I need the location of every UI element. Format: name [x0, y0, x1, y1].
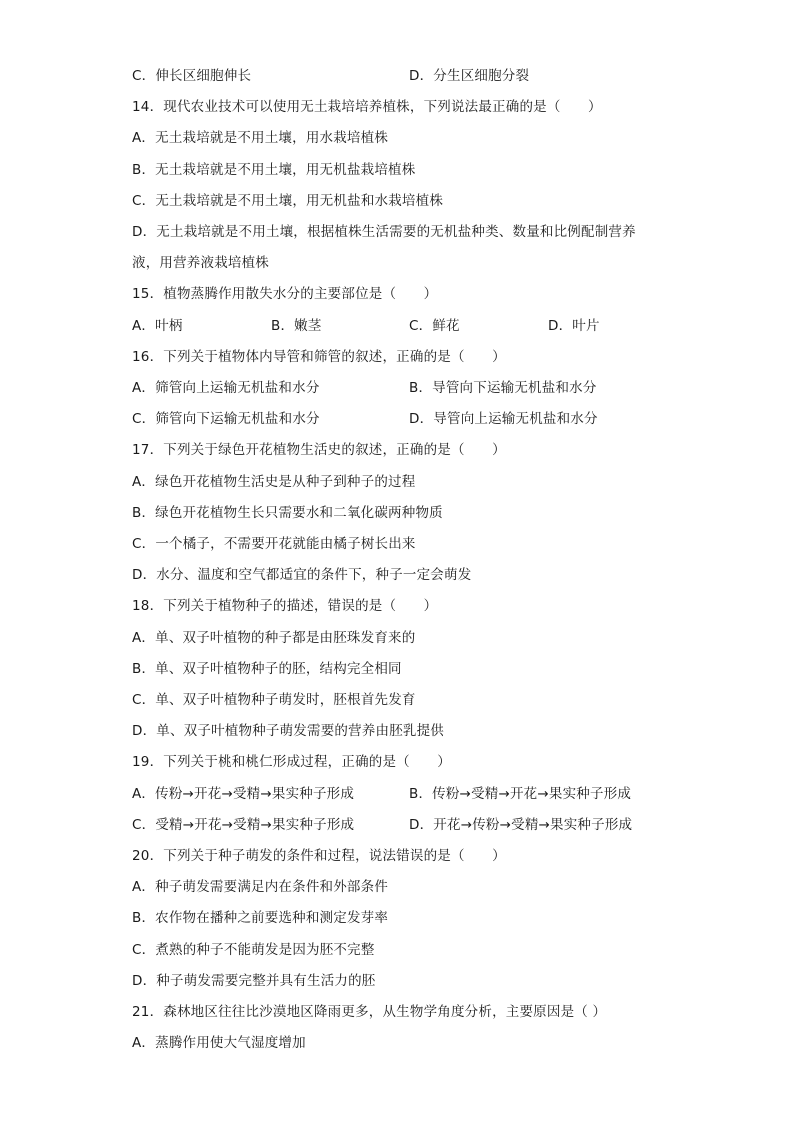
text-line: C．煮熟的种子不能萌发是因为胚不完整 — [132, 942, 375, 958]
text-line: D．单、双子叶植物种子萌发需要的营养由胚乳提供 — [132, 723, 444, 739]
text-line: A．无土栽培就是不用土壤，用水栽培植株 — [132, 130, 389, 146]
text-line: 19．下列关于桃和桃仁形成过程，正确的是（ ） — [132, 754, 451, 770]
option-item: D．分生区细胞分裂 — [409, 68, 530, 84]
option-item: D．叶片 — [548, 318, 600, 334]
text-line: A．单、双子叶植物的种子都是由胚珠发育来的 — [132, 630, 416, 646]
text-line: A．绿色开花植物生活史是从种子到种子的过程 — [132, 474, 416, 490]
text-line: 17．下列关于绿色开花植物生活史的叙述，正确的是（ ） — [132, 442, 506, 458]
option-item: D．导管向上运输无机盐和水分 — [409, 411, 598, 427]
option-item: A．筛管向上运输无机盐和水分 — [132, 380, 320, 396]
text-line: 16．下列关于植物体内导管和筛管的叙述，正确的是（ ） — [132, 349, 506, 365]
option-item: C．筛管向下运输无机盐和水分 — [132, 411, 320, 427]
option-item: B．导管向下运输无机盐和水分 — [409, 380, 597, 396]
option-item: C．受精→开花→受精→果实种子形成 — [132, 817, 355, 833]
text-line: 21．森林地区往往比沙漠地区降雨更多，从生物学角度分析，主要原因是（ ） — [132, 1004, 607, 1020]
text-line: D．水分、温度和空气都适宜的条件下，种子一定会萌发 — [132, 567, 472, 583]
text-line: 18．下列关于植物种子的描述，错误的是（ ） — [132, 598, 438, 614]
text-line: D．种子萌发需要完整并具有生活力的胚 — [132, 973, 376, 989]
option-item: A．传粉→开花→受精→果实种子形成 — [132, 786, 355, 802]
text-line: C．单、双子叶植物种子萌发时，胚根首先发育 — [132, 692, 416, 708]
option-item: A．叶柄 — [132, 318, 183, 334]
text-line: A．种子萌发需要满足内在条件和外部条件 — [132, 879, 389, 895]
option-item: C．鲜花 — [409, 318, 460, 334]
text-line: A．蒸腾作用使大气湿度增加 — [132, 1035, 306, 1051]
text-line: 20．下列关于种子萌发的条件和过程，说法错误的是（ ） — [132, 848, 506, 864]
text-line: C．无土栽培就是不用土壤，用无机盐和水栽培植株 — [132, 193, 444, 209]
text-line: B．绿色开花植物生长只需要水和二氧化碳两种物质 — [132, 505, 443, 521]
option-item: D．开花→传粉→受精→果实种子形成 — [409, 817, 633, 833]
text-line: C．一个橘子，不需要开花就能由橘子树长出来 — [132, 536, 416, 552]
text-line: B．单、双子叶植物种子的胚，结构完全相同 — [132, 661, 402, 677]
text-line: B．农作物在播种之前要选种和测定发芽率 — [132, 910, 389, 926]
text-line: D．无土栽培就是不用土壤，根据植株生活需要的无机盐种类、数量和比例配制营养 — [132, 224, 636, 240]
option-item: B．嫩茎 — [271, 318, 322, 334]
text-line: B．无土栽培就是不用土壤，用无机盐栽培植株 — [132, 162, 416, 178]
option-item: B．传粉→受精→开花→果实种子形成 — [409, 786, 632, 802]
option-item: C．伸长区细胞伸长 — [132, 68, 252, 84]
text-line: 液，用营养液栽培植株 — [132, 255, 269, 271]
text-line: 14．现代农业技术可以使用无土栽培培养植株，下列说法最正确的是（ ） — [132, 99, 602, 115]
text-line: 15．植物蒸腾作用散失水分的主要部位是（ ） — [132, 286, 438, 302]
